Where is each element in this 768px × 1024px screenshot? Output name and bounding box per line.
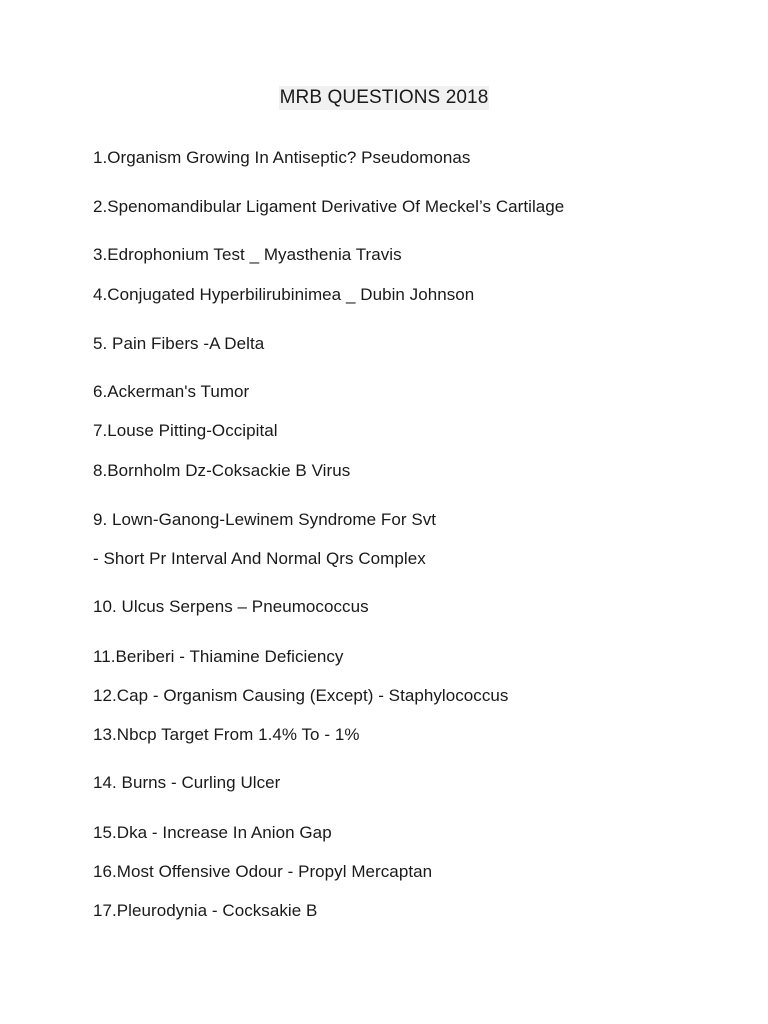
question-line-11: 11.Beriberi - Thiamine Deficiency [93,647,344,666]
question-line-4: 4.Conjugated Hyperbilirubinimea _ Dubin Johnson [93,285,475,304]
question-line-15: 15.Dka - Increase In Anion Gap [93,823,332,842]
question-line-5: 5. Pain Fibers -A Delta [93,334,265,353]
question-line-12: 12.Cap - Organism Causing (Except) - Staphylococcus [93,686,509,705]
question-line-3: 3.Edrophonium Test _ Myasthenia Travis [93,245,402,264]
title-container [0,86,768,110]
question-line-13: 13.Nbcp Target From 1.4% To - 1% [93,725,360,744]
question-line-10: 10. Ulcus Serpens – Pneumococcus [93,597,369,616]
question-line-8: 8.Bornholm Dz-Coksackie B Virus [93,461,351,480]
question-line-9: 9. Lown-Ganong-Lewinem Syndrome For Svt [93,510,437,529]
question-line-6: 6.Ackerman's Tumor [93,382,250,401]
document-title: MRB QUESTIONS 2018 [279,87,489,108]
question-line-9-continuation: - Short Pr Interval And Normal Qrs Complex [93,549,426,568]
question-line-17: 17.Pleurodynia - Cocksakie B [93,901,318,920]
question-line-7: 7.Louse Pitting-Occipital [93,421,278,440]
question-line-16: 16.Most Offensive Odour - Propyl Mercaptan [93,862,433,881]
question-line-2: 2.Spenomandibular Ligament Derivative Of Meckel’s Cartilage [93,197,565,216]
question-line-14: 14. Burns - Curling Ulcer [93,773,281,792]
question-line-1: 1.Organism Growing In Antiseptic? Pseudomonas [93,148,471,167]
